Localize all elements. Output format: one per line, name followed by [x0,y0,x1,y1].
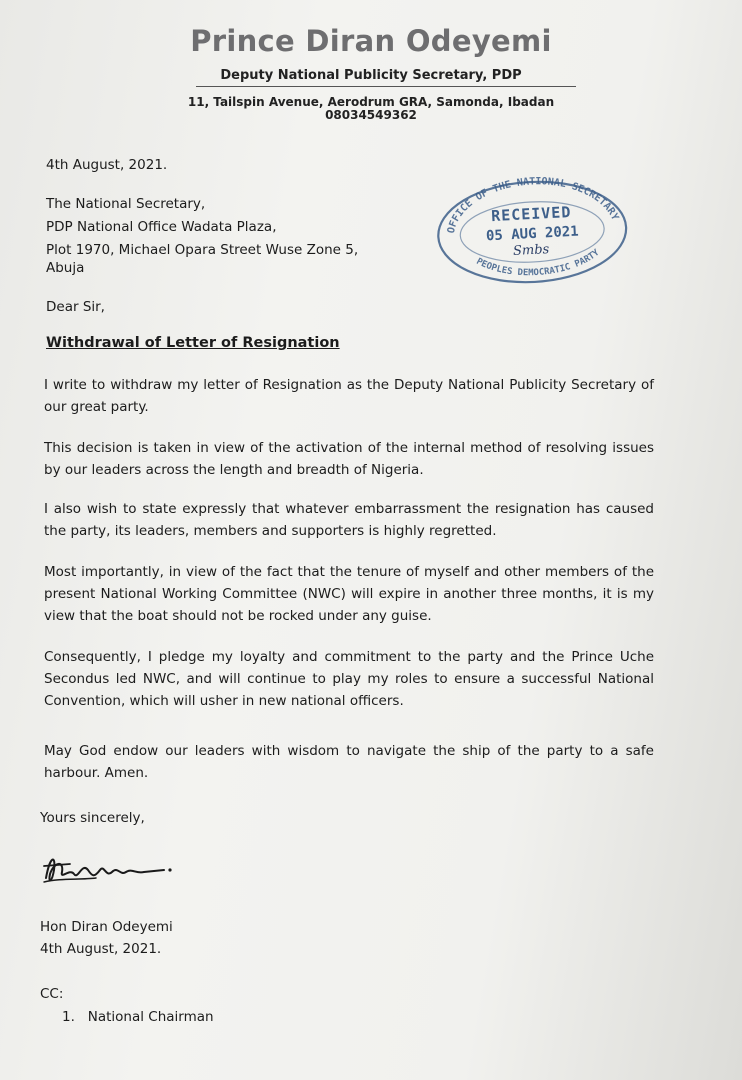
cc-label: CC: [40,986,64,1002]
stamp-top-text: OFFICE OF THE NATIONAL SECRETARY [445,176,621,235]
paragraph-5: Consequently, I pledge my loyalty and commitment to the party and the Prince Uche Secondus led NWC, and will continue to play my roles to ensure a successful National Convention, which will usher in new national officers. [44,649,654,709]
subject-heading: Withdrawal of Letter of Resignation [46,335,340,351]
recipient-line-1: The National Secretary, [46,196,206,212]
signature-image [40,848,180,892]
letterhead-address: 11, Tailspin Avenue, Aerodrum GRA, Samonda, Ibadan [187,95,555,109]
recipient-line-2: PDP National Office Wadata Plaza, [46,219,277,235]
letterhead-phone: 08034549362 [325,108,417,122]
cc-item: 1. National Chairman [62,1009,214,1025]
stamp-received-text: RECEIVED [490,202,572,226]
recipient-line-3: Plot 1970, Michael Opara Street Wuse Zone 5, [46,242,359,258]
salutation: Dear Sir, [46,299,105,315]
stamp-date-text: 05 AUG 2021 [485,223,580,245]
received-stamp [429,167,635,289]
paragraph-1: I write to withdraw my letter of Resignation as the Deputy National Publicity Secretary of our great party. [44,377,654,415]
letter-date: 4th August, 2021. [46,157,168,173]
signatory-name: Hon Diran Odeyemi [40,919,173,935]
paragraph-2: This decision is taken in view of the activation of the internal method of resolving issues by our leaders across the length and breadth of Nigeria. [44,440,654,478]
recipient-line-4: Abuja [46,260,85,276]
signatory-date: 4th August, 2021. [40,941,162,957]
paragraph-4: Most importantly, in view of the fact that the tenure of myself and other members of the present National Working Committee (NWC) will expire in another three months, it is my view that the boat should not be rocked under any guise. [44,564,654,624]
letterhead-divider [196,86,576,87]
paragraph-6: May God endow our leaders with wisdom to navigate the ship of the party to a safe harbour. Amen. [44,743,654,781]
letterhead-title: Deputy National Publicity Secretary, PDP [220,68,522,83]
stamp-bottom-text: PEOPLES DEMOCRATIC PARTY [474,247,602,279]
paragraph-3: I also wish to state expressly that whatever embarrassment the resignation has caused the party, its leaders, members and supporters is highly regretted. [44,501,654,539]
letterhead-name: Prince Diran Odeyemi [190,24,552,58]
closing: Yours sincerely, [40,810,145,826]
stamp-initials: Smbs [512,242,550,260]
